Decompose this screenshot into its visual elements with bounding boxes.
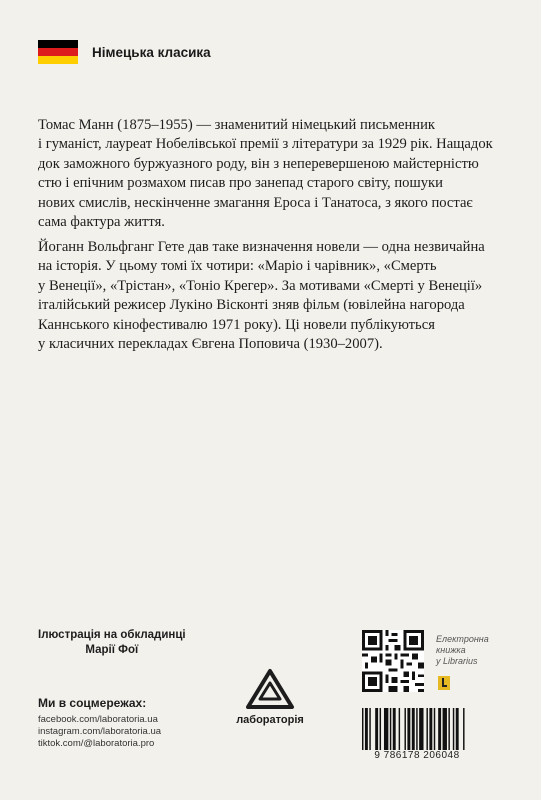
barcode-bar <box>384 708 388 750</box>
flag-stripe-black <box>38 40 78 48</box>
flag-stripe-red <box>38 48 78 56</box>
german-flag-icon <box>38 40 78 64</box>
barcode-bar <box>399 708 400 750</box>
barcode-bar <box>463 708 464 750</box>
text-line: Томас Манн (1875–1955) — знаменитий німецький письменник <box>38 117 435 133</box>
barcode-bar <box>434 708 435 750</box>
series-label: Німецька класика <box>92 44 211 60</box>
flag-stripe-gold <box>38 56 78 64</box>
barcode-bar <box>393 708 396 750</box>
barcode-bar <box>362 708 363 750</box>
barcode-bar <box>404 708 405 750</box>
barcode-bar <box>448 708 449 750</box>
text-line: італійський режисер Лукіно Вісконті зняв фільм (ювілейна нагорода <box>38 297 465 314</box>
barcode-bar <box>429 708 432 750</box>
publisher-logo <box>230 668 310 726</box>
ebook-info <box>436 634 489 667</box>
social-title: Ми в соцмережах: <box>38 696 147 710</box>
barcode-bar <box>419 708 423 750</box>
text-line: нових смислів, нескінченне змагання Ероса і Танатоса, з якого постає <box>38 194 473 211</box>
barcode-bar <box>438 708 441 750</box>
social-links <box>38 696 161 750</box>
text-line: Йоганн Вольфганг Гете дав таке визначення новели — одна незвичайна <box>38 239 485 255</box>
text-line: Каннського кінофестивалю 1971 року). Ці новели публікуються <box>38 316 435 333</box>
barcode-bar <box>453 708 454 750</box>
ebook-line: книжка <box>436 645 466 655</box>
text-line: у Венеції», «Трістан», «Тоніо Крегер». За мотивами «Смерті у Венеції» <box>38 277 483 294</box>
barcode-bar <box>456 708 459 750</box>
barcode-bar <box>375 708 378 750</box>
barcode-bar <box>416 708 417 750</box>
author-description <box>38 116 510 232</box>
text-line: і гуманіст, лауреат Нобелівської премії з літератури за 1929 рік. Нащадок <box>38 136 493 153</box>
barcode-bar <box>426 708 427 750</box>
triangle-logo-icon <box>245 668 295 710</box>
ebook-line: Електронна <box>436 634 489 644</box>
book-description <box>38 238 510 354</box>
ebook-line: у Librarius <box>436 656 478 666</box>
barcode-bar <box>365 708 368 750</box>
illustrator-name: Марії Фої <box>85 644 139 656</box>
facebook-link[interactable]: facebook.com/laboratoria.ua <box>38 714 158 725</box>
barcode-bar <box>443 708 447 750</box>
instagram-link[interactable]: instagram.com/laboratoria.ua <box>38 726 162 737</box>
tiktok-link[interactable]: tiktok.com/@laboratoria.pro <box>38 738 155 749</box>
text-line: док заможного буржуазного роду, він з неперевершеною майстерністю <box>38 155 479 172</box>
barcode-bar <box>390 708 391 750</box>
qr-code-icon[interactable] <box>362 630 424 692</box>
series-header <box>38 40 211 64</box>
text-line: на історія. У цьому томі їх чотири: «Маріо і чарівник», «Смерть <box>38 258 437 275</box>
text-line: у класичних перекладах Євгена Поповича (1930–2007). <box>38 336 383 353</box>
isbn-number: 9 786178 206048 <box>374 750 460 761</box>
text-line: сама фактура життя. <box>38 214 165 231</box>
librarius-icon <box>438 676 450 690</box>
barcode-bar <box>380 708 381 750</box>
barcode-icon <box>362 708 466 750</box>
barcode-bar <box>369 708 370 750</box>
publisher-name: лабораторія <box>236 714 304 726</box>
text-line: стю і епічним розмахом писав про занепад старого світу, пошуки <box>38 175 443 192</box>
illustration-credit <box>38 628 186 658</box>
barcode-bar <box>407 708 410 750</box>
barcode-bar <box>412 708 415 750</box>
illustration-credit-line: Ілюстрація на обкладинці <box>38 629 186 641</box>
